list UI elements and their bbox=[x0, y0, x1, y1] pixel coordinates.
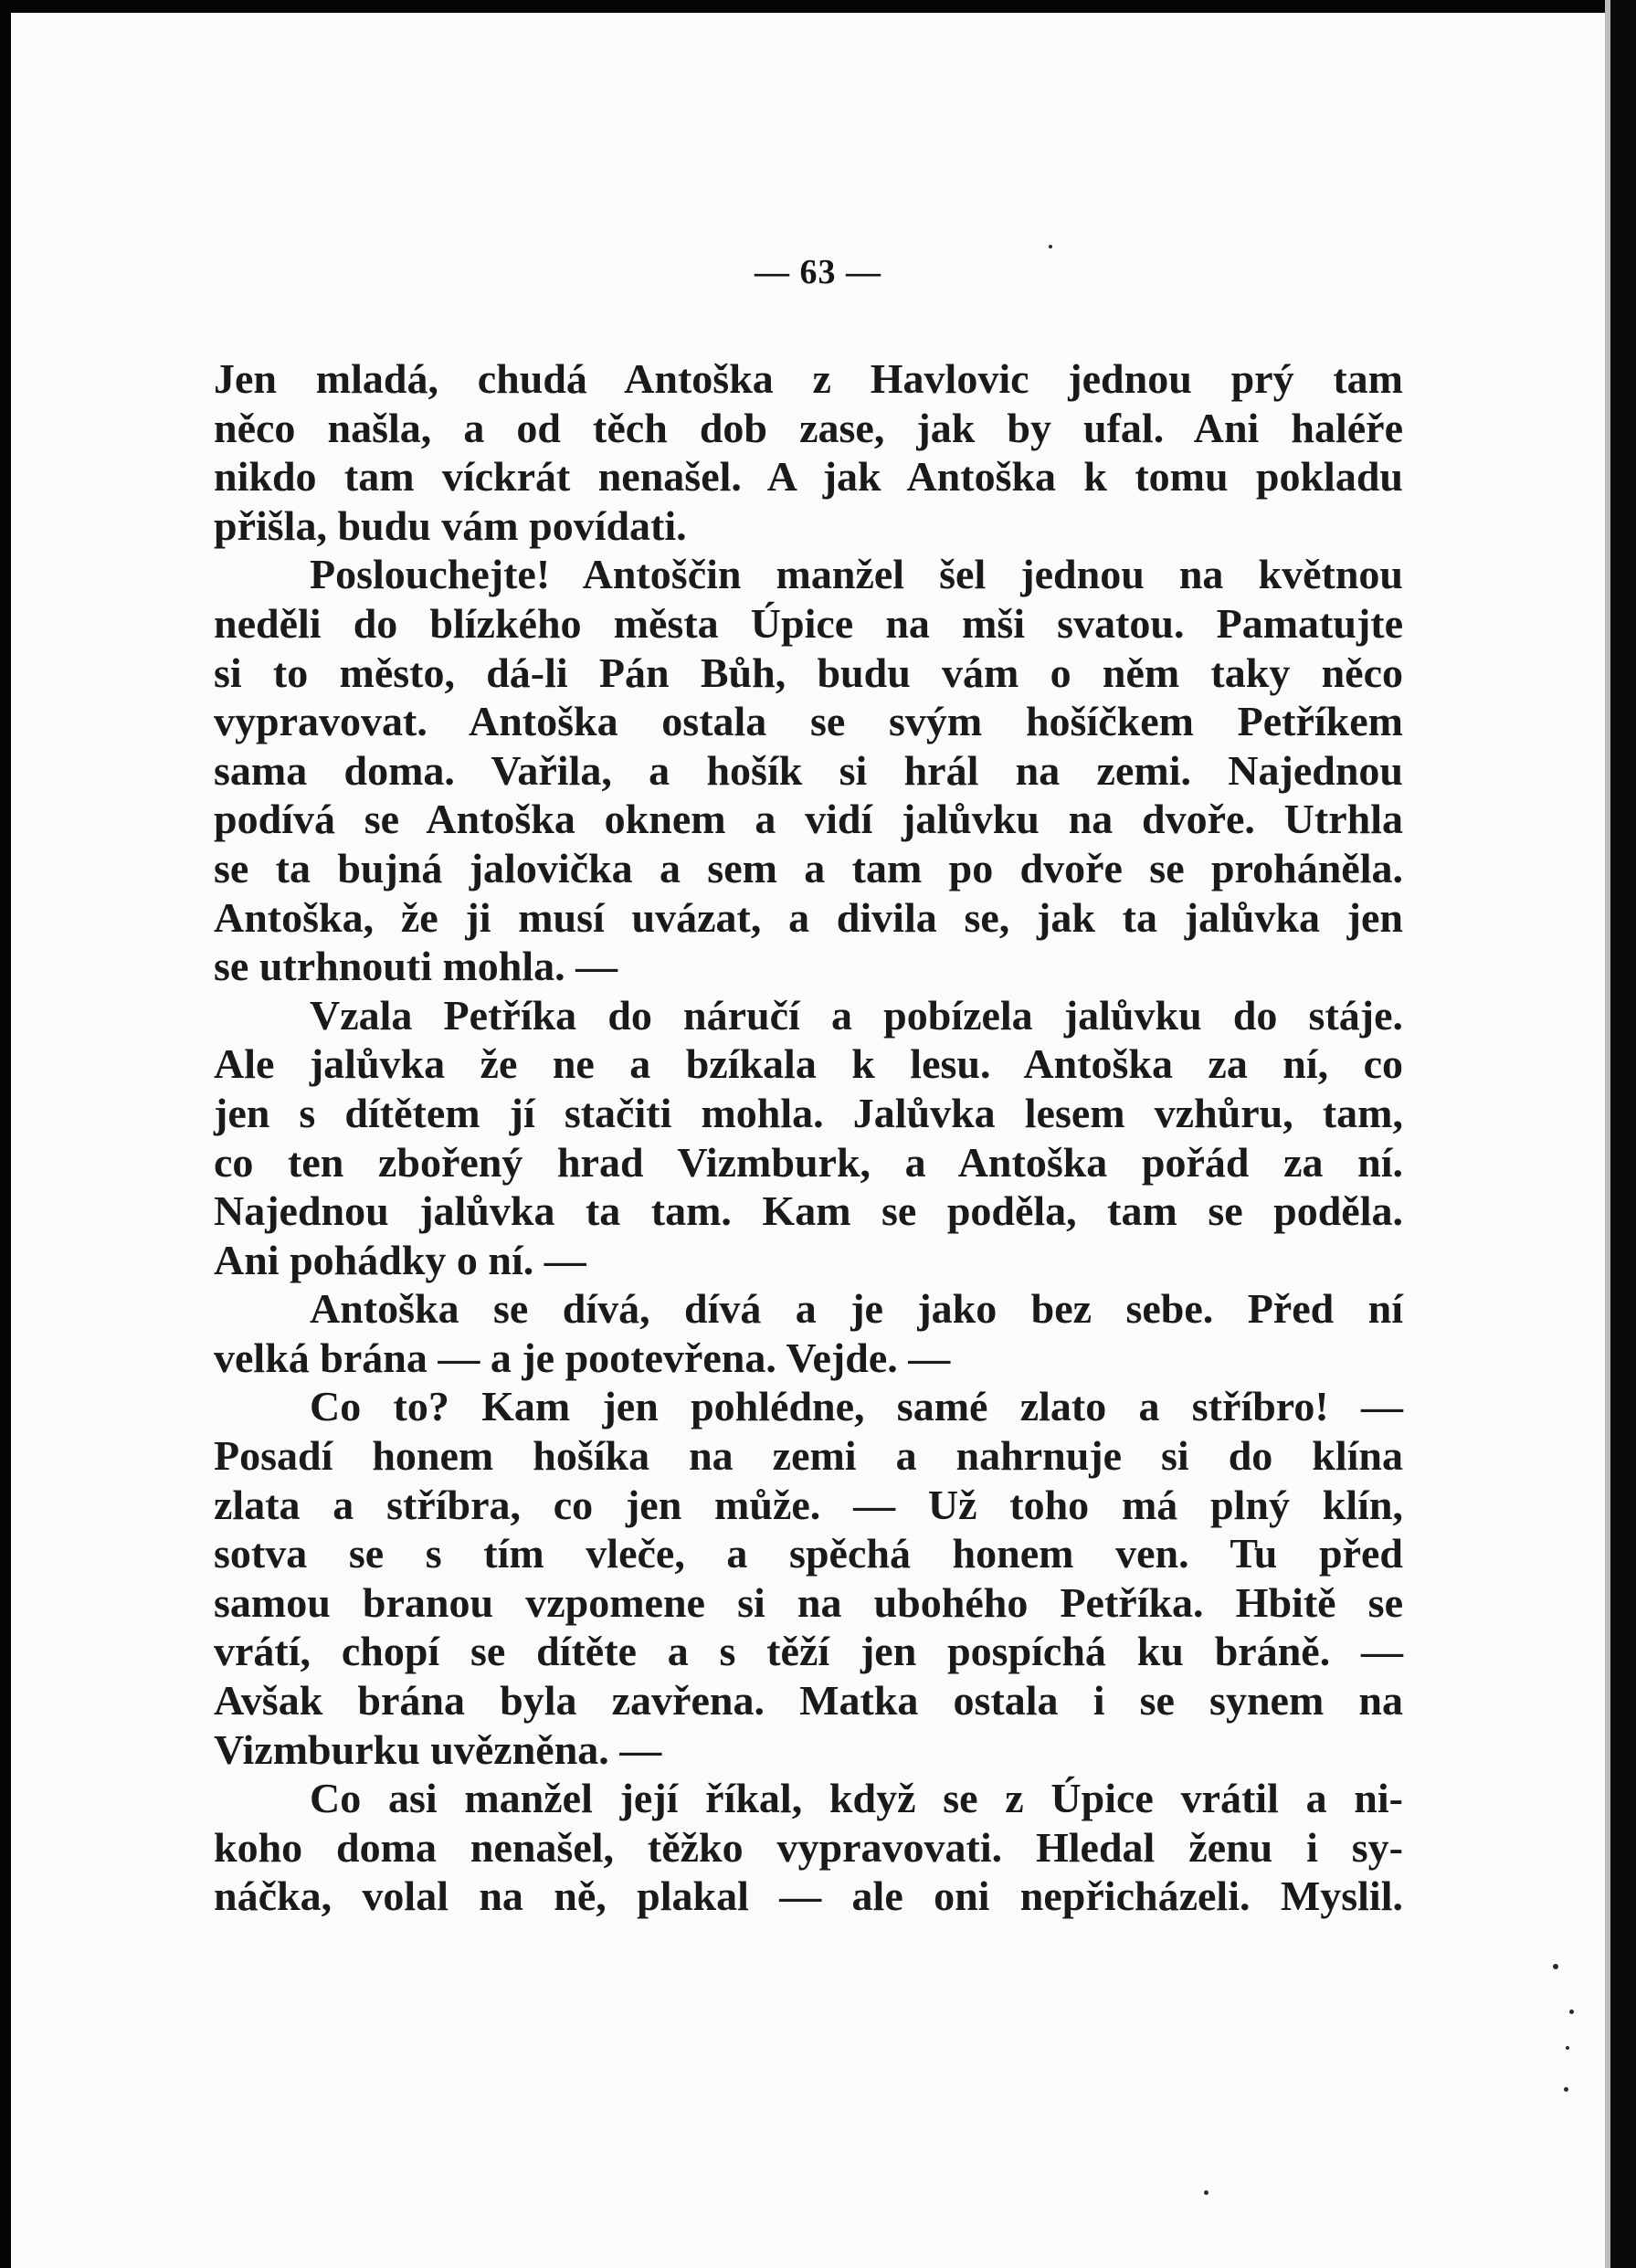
text-line: zlata a stříbra, co jen může. — Už toho má plný klín, bbox=[214, 1481, 1403, 1528]
text-line: vrátí, chopí se dítěte a s těží jen pospíchá ku bráně. — bbox=[214, 1628, 1403, 1675]
text-line: Vzala Petříka do náručí a pobízela jalůvku do stáje. bbox=[310, 991, 1403, 1039]
text-line: přišla, budu vám povídati. bbox=[214, 501, 687, 549]
text-line: Najednou jalůvka ta tam. Kam se poděla, tam se poděla. bbox=[214, 1187, 1403, 1235]
text-line: Antoška se dívá, dívá a je jako bez sebe. Před ní bbox=[310, 1285, 1403, 1333]
text-line: Ale jalůvka že ne a bzíkala k lesu. Antoška za ní, co bbox=[214, 1040, 1403, 1088]
text-line: velká brána — a je pootevřena. Vejde. — bbox=[214, 1334, 951, 1381]
scan-border-left bbox=[0, 0, 11, 2268]
text-line: sotva se s tím vleče, a spěchá honem ven. Tu před bbox=[214, 1530, 1403, 1577]
text-line: vypravovat. Antoška ostala se svým hošíčkem Petříkem bbox=[214, 698, 1403, 745]
text-line: nikdo tam víckrát nenašel. A jak Antoška k tomu pokladu bbox=[214, 453, 1403, 501]
text-line: se utrhnouti mohla. — bbox=[214, 943, 618, 990]
text-line: Posadí honem hošíka na zemi a nahrnuje si do klína bbox=[214, 1432, 1403, 1480]
scan-speck bbox=[1204, 2190, 1209, 2195]
scan-border-right bbox=[1610, 0, 1636, 2268]
text-line: náčka, volal na ně, plakal — ale oni nepřicházeli. Myslil. bbox=[214, 1872, 1403, 1920]
text-line: koho doma nenašel, těžko vypravovati. Hledal ženu i sy- bbox=[214, 1823, 1403, 1871]
text-line: jen s dítětem jí stačiti mohla. Jalůvka lesem vzhůru, tam, bbox=[214, 1089, 1403, 1136]
text-line: Co asi manžel její říkal, když se z Úpice vrátil a ni- bbox=[310, 1775, 1403, 1822]
text-line: samou branou vzpomene si na ubohého Petříka. Hbitě se bbox=[214, 1578, 1403, 1626]
text-line: podívá se Antoška oknem a vidí jalůvku na dvoře. Utrhla bbox=[214, 796, 1403, 843]
text-line: Vizmburku uvězněna. — bbox=[214, 1725, 662, 1773]
scan-speck bbox=[1566, 2046, 1569, 2050]
page-number: — 63 — bbox=[755, 253, 881, 291]
scan-speck bbox=[1553, 1964, 1558, 1969]
scan-speck bbox=[1049, 245, 1052, 248]
text-line: Antoška, že ji musí uvázat, a divila se, jak ta jalůvka jen bbox=[214, 893, 1403, 941]
text-line: Co to? Kam jen pohlédne, samé zlato a stříbro! — bbox=[310, 1383, 1403, 1430]
text-line: co ten zbořený hrad Vizmburk, a Antoška pořád za ní. bbox=[214, 1138, 1403, 1186]
text-line: něco našla, a od těch dob zase, jak by ufal. Ani haléře bbox=[214, 404, 1403, 451]
text-line: Ani pohádky o ní. — bbox=[214, 1236, 586, 1283]
text-line: se ta bujná jalovička a sem a tam po dvoře se proháněla. bbox=[214, 844, 1403, 891]
body-text bbox=[214, 354, 1403, 1921]
text-line: Avšak brána byla zavřena. Matka ostala i se synem na bbox=[214, 1677, 1403, 1725]
scan-border-top bbox=[0, 0, 1636, 13]
text-line: si to město, dá-li Pán Bůh, budu vám o něm taky něco bbox=[214, 649, 1403, 696]
text-line: sama doma. Vařila, a hošík si hrál na zemi. Najednou bbox=[214, 746, 1403, 794]
text-line: Jen mladá, chudá Antoška z Havlovic jednou prý tam bbox=[214, 355, 1403, 402]
text-line: Poslouchejte! Antoščin manžel šel jednou na květnou bbox=[310, 551, 1403, 598]
text-line: neděli do blízkého města Úpice na mši svatou. Pamatujte bbox=[214, 599, 1403, 647]
scan-speck bbox=[1564, 2087, 1568, 2092]
scan-speck bbox=[1569, 2010, 1574, 2014]
